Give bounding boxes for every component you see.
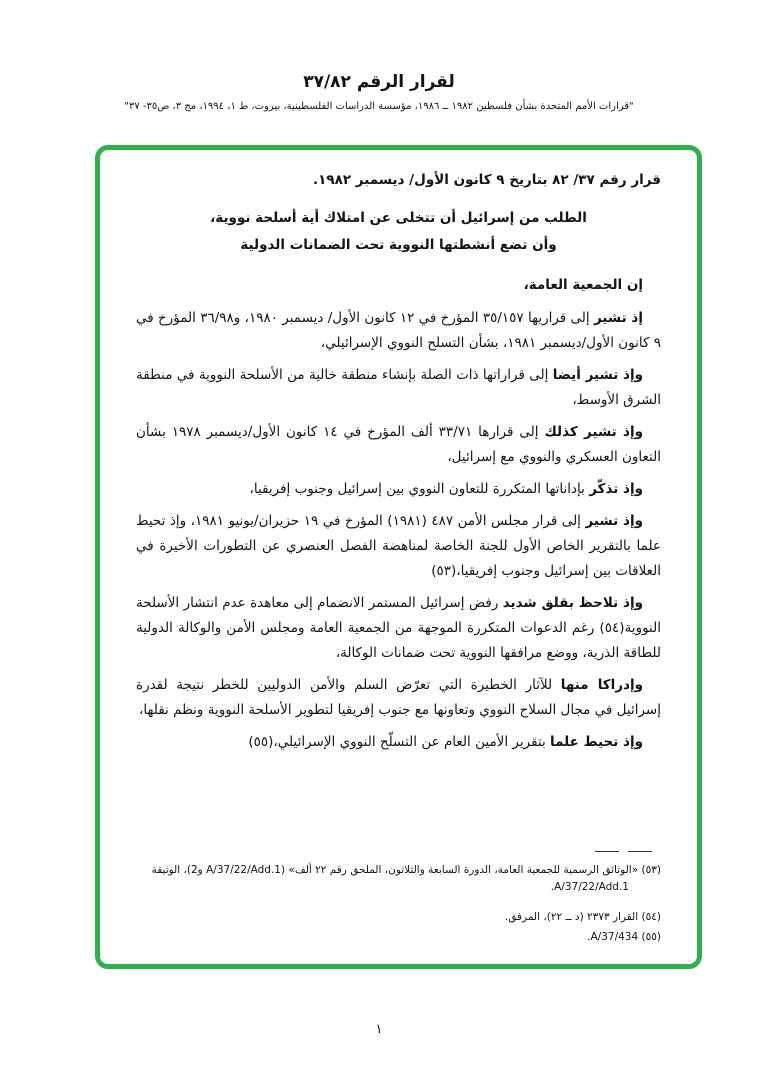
preamble-paragraph	[136, 730, 661, 755]
paragraph-text: بإداناتها المتكررة للتعاون النووي بين إسرائيل وجنوب إفريقيا،	[249, 481, 585, 497]
paragraph-lead: وإذ تذكّر	[589, 481, 643, 497]
footnote-text: A/37/434.	[587, 931, 639, 943]
vertical-spacer	[136, 762, 661, 843]
page-number: ١	[375, 1022, 383, 1037]
separator-dash	[595, 851, 619, 852]
separator-dash	[628, 851, 652, 852]
paragraph-lead: وإذ تشير أيضا	[552, 367, 643, 383]
preamble-paragraph	[136, 477, 661, 502]
footnote-number: (٥٥)	[641, 931, 661, 943]
footnotes	[136, 862, 661, 946]
footnote	[136, 929, 661, 946]
paragraph-text: إلى قرار مجلس الأمن ٤٨٧ (١٩٨١) المؤرخ في ١٩ حزيران/يونيو ١٩٨١، وإذ تحيط علما بالتقرير الخاص الأول للجنة الخاصة لمناهضة الفصل العنصري عن التطورات الأخيرة في العلاقات بين إسرائيل وجنوب إفريقيا،(٥٣)	[136, 513, 661, 579]
footnote-text: «الوثائق الرسمية للجمعية العامة، الدورة السابعة والثلاثون، الملحق رقم ٢٢ ألف» (A/37/22/Add.1 و2)، الوثيقة A/37/22/Add.1.	[151, 864, 639, 893]
paragraph-text: إلى قراراتها ذات الصلة بإنشاء منطقة خالية من الأسلحة النووية في منطقة الشرق الأوسط،	[136, 367, 661, 408]
footnote	[136, 862, 661, 896]
paragraph-lead: وإذ تحيط علما	[550, 734, 643, 750]
paragraph-lead: وإذ تشير	[585, 513, 643, 529]
preamble-paragraph	[136, 591, 661, 666]
footnote	[136, 909, 661, 926]
page-title: لقرار الرقم ٣٧/٨٢	[303, 72, 455, 92]
paragraph-text: للآثار الخطيرة التي تعرّض السلم والأمن الدوليين للخطر نتيجة لقدرة إسرائيل في مجال السلاح النووي وتعاونها مع جنوب إفريقيا لتطوير الأسلحة النووية ونظم نقلها،	[136, 677, 661, 718]
paragraph-lead: وإدراكا منها	[560, 677, 643, 693]
preamble-paragraph	[136, 363, 661, 413]
footnote-number: (٥٤)	[641, 911, 661, 923]
preamble-paragraph	[136, 420, 661, 470]
paragraph-lead: وإذ تشير كذلك	[544, 424, 644, 440]
paragraph-text: بتقرير الأمين العام عن التسلّح النووي الإسرائيلي،(٥٥)	[248, 734, 546, 750]
paragraph-text: إلى قرارها ٣٣/٧١ ألف المؤرخ في ١٤ كانون الأول/ديسمبر ١٩٧٨ بشأن التعاون العسكري والنووي مع إسرائيل،	[136, 424, 661, 465]
document-header	[0, 0, 758, 112]
preamble-paragraph	[136, 306, 661, 356]
paragraph-lead: إذ تشير	[593, 310, 643, 326]
subject-line-2: وأن تضع أنشطتها النووية تحت الضمانات الدولية	[240, 237, 557, 253]
resolution-subject	[136, 205, 661, 259]
preamble-paragraph	[136, 673, 661, 723]
preamble-paragraph	[136, 509, 661, 584]
paragraph-text: إلى قراريها ٣٥/١٥٧ المؤرخ في ١٢ كانون الأول/ ديسمبر ١٩٨٠، و٣٦/٩٨ المؤرخ في ٩ كانون الأول/ديسمبر ١٩٨١، بشأن التسلح النووي الإسرائيلي،	[136, 310, 661, 351]
footnote-number: (٥٣)	[641, 864, 661, 876]
resolution-heading: قرار رقم ٣٧/ ٨٢ بتاريخ ٩ كانون الأول/ ديسمبر ١٩٨٢.	[312, 172, 661, 188]
source-citation: "قرارات الأمم المتحدة بشأن فلسطين ١٩٨٢ ــ ١٩٨٦، مؤسسة الدراسات الفلسطينية، بيروت، ط ١، ١٩٩٤، مج ٣، ص٣٥- ٣٧"	[124, 101, 634, 112]
resolution-box	[95, 145, 702, 969]
footnote-text: القرار ٢٣٧٣ (د ــ ٢٢)، المرفق.	[504, 911, 639, 923]
footnote-separator	[136, 847, 661, 852]
resolution-opening: إن الجمعية العامة،	[523, 277, 643, 293]
subject-line-1: الطلب من إسرائيل أن تتخلى عن امتلاك أية أسلحة نووية،	[210, 210, 587, 226]
paragraph-lead: وإذ تلاحظ بقلق شديد	[502, 595, 643, 611]
paragraph-text: رفض إسرائيل المستمر الانضمام إلى معاهدة عدم انتشار الأسلحة النووية(٥٤) رغم الدعوات المتكررة الموجهة من الجمعية العامة ومجلس الأمن والوكالة الدولية للطاقة الذرية، ووضع مرافقها النووية تحت ضمانات الوكالة،	[136, 595, 661, 661]
